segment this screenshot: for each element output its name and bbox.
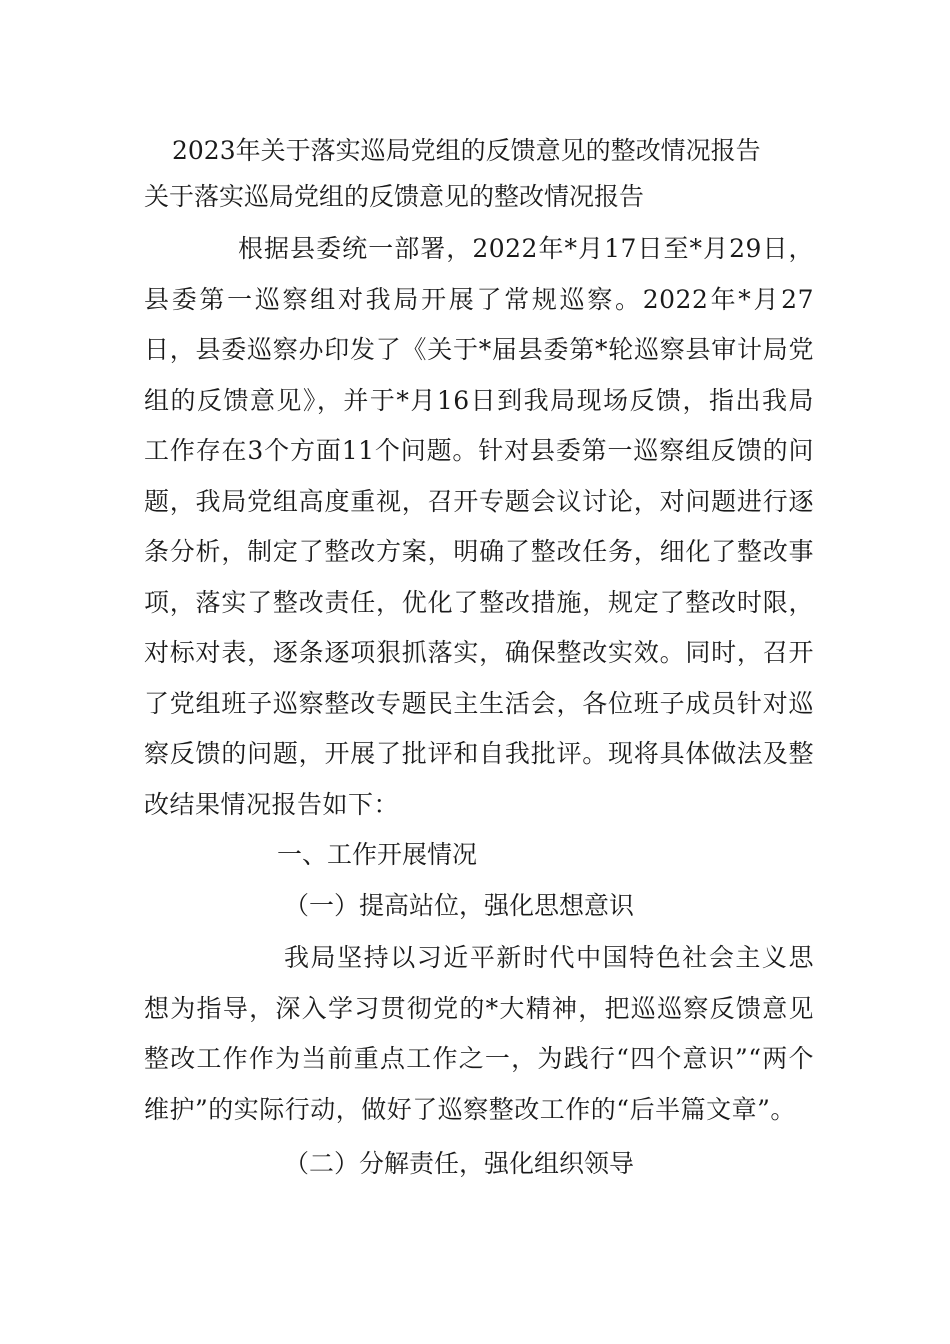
subsection-paragraph-1: 我局坚持以习近平新时代中国特色社会主义思想为指导，深入学习贯彻党的*大精神，把巡巡察反馈意见整改工作作为当前重点工作之一，为践行“四个意识”“两个维护”的实际行动，做好了巡察整改工作的“后半篇文章”。 — [144, 943, 814, 1124]
document-subtitle: 关于落实巡局党组的反馈意见的整改情况报告 — [144, 182, 645, 211]
subsection-heading-2: （二）分解责任，强化组织领导 — [284, 1149, 635, 1178]
subsection-heading-1: （一）提高站位，强化思想意识 — [284, 890, 635, 920]
section-heading-1: 一、工作开展情况 — [277, 840, 478, 869]
intro-paragraph: 根据县委统一部署，2022年*月17日至*月29日，县委第一巡察组对我局开展了常规巡察。2022年*月27日，县委巡察办印发了《关于*届县委第*轮巡察县审计局党组的反馈意见》，并于*月16日到我局现场反馈，指出我局工作存在3个方面11个问题。针对县委第一巡察组反馈的问题，我局党组高度重视，召开专题会议讨论，对问题进行逐条分析，制定了整改方案，明确了整改任务，细化了整改事项，落实了整改责任，优化了整改措施，规定了整改时限，对标对表，逐条逐项狠抓落实，确保整改实效。同时，召开了党组班子巡察整改专题民主生活会，各位班子成员针对巡察反馈的问题，开展了批评和自我批评。现将具体做法及整改结果情况报告如下： — [144, 234, 814, 819]
document-body — [144, 128, 814, 1190]
document-title: 2023年关于落实巡局党组的反馈意见的整改情况报告 — [172, 136, 761, 165]
